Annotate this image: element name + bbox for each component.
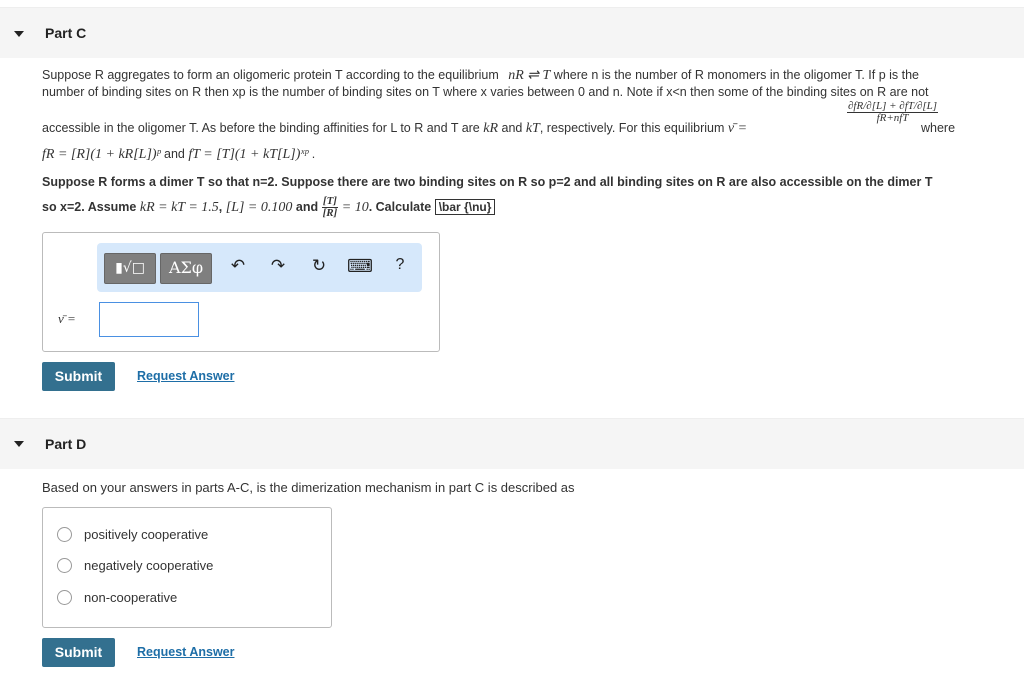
collapse-caret-icon[interactable] — [14, 31, 24, 37]
fraction-numerator: ∂fR/∂[L] + ∂fT/∂[L] — [848, 100, 938, 112]
ratio-denominator: [R] — [322, 207, 338, 219]
nu-bar-equation: ν̄ = — [727, 121, 748, 136]
kR-symbol: kR — [483, 121, 499, 136]
problem-line-4: fR = [R](1 + kR[L])ᵖ and fT = [T](1 + kT[L])ˣᵖ . — [42, 147, 316, 162]
problem-text: Suppose R aggregates to form an oligomeric protein T according to the equilibrium — [42, 68, 499, 82]
ratio-numerator: [T] — [322, 195, 337, 207]
help-icon[interactable]: ? — [395, 256, 405, 273]
problem-line-3 — [42, 120, 747, 137]
fR-definition: fR = [R](1 + kR[L])ᵖ — [42, 147, 161, 162]
equilibrium-equation: nR ⇌ T — [508, 68, 551, 83]
ratio-value: = 10 — [341, 199, 369, 215]
fT-definition: fT = [T](1 + kT[L])ˣᵖ — [188, 147, 309, 162]
problem-text: , respectively. For this equilibrium — [539, 121, 725, 135]
option-label[interactable]: negatively cooperative — [84, 558, 214, 573]
nu-bar-answer-input[interactable] — [99, 302, 199, 337]
latex-code-box: \bar {\nu} — [435, 199, 496, 215]
templates-button[interactable]: ▮√□ — [104, 253, 156, 284]
option-label[interactable]: positively cooperative — [84, 527, 209, 542]
request-answer-link-part-d[interactable]: Request Answer — [137, 645, 235, 659]
nu-bar-label: ν̄ = — [58, 311, 76, 326]
assumption-line-2: so x=2. Assume kR = kT = 1.5, [L] = 0.100 and $\frac{[T]}{[R]}$ = 10. Calculate \bar {\nu} — [42, 196, 495, 219]
k-values: kR = kT = 1.5 — [139, 199, 219, 215]
submit-button-part-c[interactable]: Submit — [42, 362, 115, 391]
problem-line-1 — [42, 67, 919, 84]
kT-symbol: kT — [525, 121, 540, 136]
greek-symbols-button[interactable]: ΑΣφ — [160, 253, 212, 284]
problem-text: and — [164, 147, 185, 161]
undo-icon[interactable]: ↶ — [230, 256, 246, 275]
part-d-title: Part D — [45, 436, 87, 452]
part-d-header[interactable] — [0, 418, 1024, 469]
problem-text: where n is the number of R monomers in the oligomer T. If p is the — [553, 68, 920, 82]
redo-icon[interactable]: ↷ — [270, 256, 286, 275]
fraction-denominator: fR+nfT — [876, 112, 909, 124]
submit-button-part-d[interactable]: Submit — [42, 638, 115, 667]
radio-negatively-cooperative[interactable] — [57, 558, 72, 573]
part-d-prompt: Based on your answers in parts A-C, is the dimerization mechanism in part C is described as — [42, 480, 575, 495]
ligand-concentration: [L] = 0.100 — [225, 199, 293, 215]
radio-positively-cooperative[interactable] — [57, 527, 72, 542]
option-label[interactable]: non-cooperative — [84, 590, 178, 605]
problem-text: accessible in the oligomer T. As before the binding affinities for L to R and T are — [42, 121, 480, 135]
problem-text: and — [501, 121, 523, 135]
radio-non-cooperative[interactable] — [57, 590, 72, 605]
reset-icon[interactable]: ↻ — [311, 256, 327, 275]
problem-text: so x=2. Assume — [42, 199, 137, 214]
problem-text: and — [295, 199, 319, 214]
where-text: where — [921, 121, 956, 135]
problem-text: . Calculate — [368, 199, 432, 214]
ratio-fraction — [322, 196, 339, 219]
collapse-caret-icon[interactable] — [14, 441, 24, 447]
request-answer-link-part-c[interactable]: Request Answer — [137, 369, 235, 383]
keyboard-icon[interactable]: ⌨ — [347, 256, 373, 276]
problem-line-2: number of binding sites on R then xp is the number of binding sites on T where x varies between 0 and n. Note if x<n then some of the binding sites on R are not — [42, 85, 929, 99]
part-c-header[interactable] — [0, 7, 1024, 58]
assumption-line-1: Suppose R forms a dimer T so that n=2. Suppose there are two binding sites on R so p=2 and all binding sites on R are also accessible on the dimer T — [42, 175, 933, 189]
part-c-title: Part C — [45, 25, 87, 41]
